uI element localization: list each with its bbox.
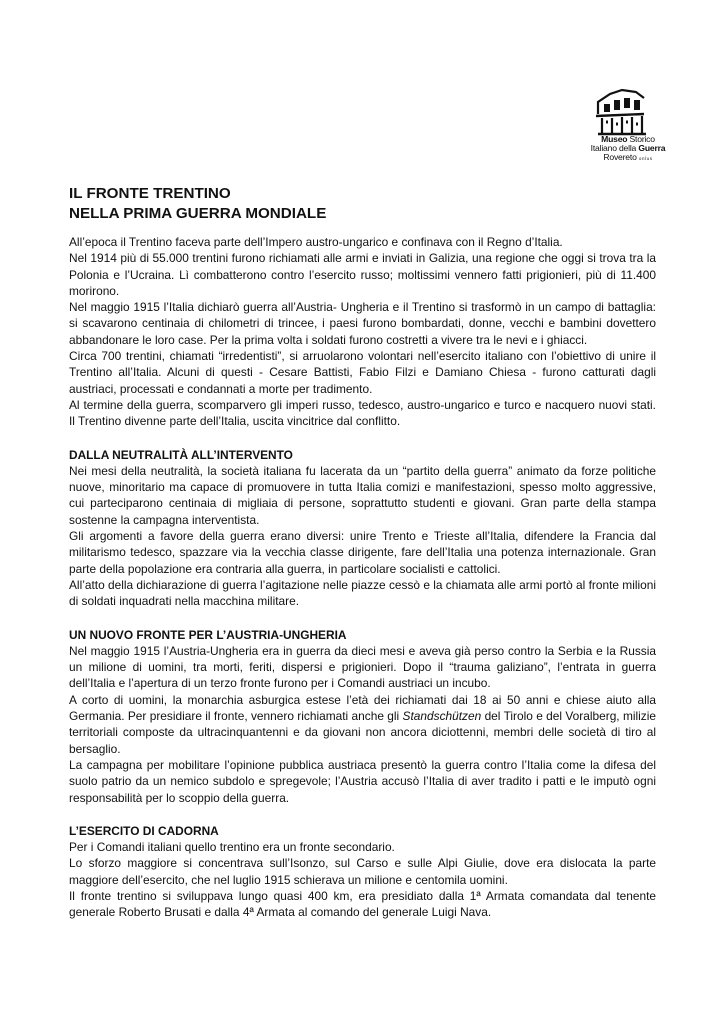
section-paragraph: Nei mesi della neutralità, la società italiana fu lacerata da un “partito della guerra” animato da forze politiche nuove, minoritario ma capace di promuovere in tutta Italia comizi e manifestazioni, spesso molto aggressive, cui parteciparono centinaia di migliaia di persone, soprattutto studenti e giovani. Gran parte della stampa sostenne la campagna interventista.	[69, 463, 656, 527]
document-body	[69, 184, 656, 921]
section-paragraph: Gli argomenti a favore della guerra erano diversi: unire Trento e Trieste all’Italia, difendere la Francia dal militarismo tedesco, spazzare via la vecchia classe dirigente, fare dell’Italia una potenza internazionale. Gran parte della popolazione era contraria alla guerra, in particolare socialisti e cattolici.	[69, 529, 656, 576]
section-paragraph: A corto di uomini, la monarchia asburgica estese l’età dei richiamati dai 18 ai 50 anni e chiese aiuto alla Germania. Per presidiare il fronte, vennero richiamati anche gli Standschützen del Tirolo e del Voralberg, milizie territoriali composte da ultracinquantenni e da giovani non ancora diciottenni, membri delle società di tiro al bersaglio.	[69, 692, 656, 756]
section-paragraph: Per i Comandi italiani quello trentino era un fronte secondario.	[69, 840, 395, 855]
title-line-1: IL FRONTE TRENTINO	[69, 185, 231, 202]
logo-line-1: Museo Storico	[601, 134, 655, 144]
section-paragraph: Nel maggio 1915 l’Austria-Ungheria era in guerra da dieci mesi e aveva già perso contro la Serbia e la Russia un milione di uomini, tra morti, feriti, dispersi e prigionieri. Dopo il “trauma galiziano”, l’entrata in guerra dell’Italia e l’apertura di un terzo fronte furono per i Comandi austriaci un incubo.	[69, 643, 656, 691]
standschutzen-term: Standschützen	[402, 709, 482, 724]
intro-paragraph: Al termine della guerra, scomparvero gli imperi russo, tedesco, austro-ungarico e turco e nacquero nuovi stati. Il Trentino divenne parte dell’Italia, uscita vincitrice dal conflitto.	[69, 397, 656, 429]
section-heading-cadorna: L’ESERCITO DI CADORNA	[69, 823, 219, 838]
intro-paragraph: All’epoca il Trentino faceva parte dell’Impero austro-ungarico e confinava con il Regno d’Italia.	[69, 235, 563, 249]
intro-paragraph: Nel maggio 1915 l’Italia dichiarò guerra all’Austria- Ungheria e il Trentino si trasformò in un campo di battaglia: si scavarono centinaia di chilometri di trincee, i paesi furono bombardati, donne, vecchi e bambini dovettero abbandonare le loro case. Per la prima volta i soldati furono costretti a vivere tra le nevi e i ghiacci.	[69, 300, 656, 347]
section-heading-austria-ungheria: UN NUOVO FRONTE PER L’AUSTRIA-UNGHERIA	[69, 627, 347, 642]
document-title	[69, 184, 656, 223]
logo-line-3: Rovereto onlus	[603, 152, 653, 162]
museum-logo	[582, 84, 674, 168]
museum-castle-tower-icon	[592, 84, 648, 136]
intro-paragraph: Circa 700 trentini, chiamati “irredentisti”, si arruolarono volontari nell’esercito italiano con l’obiettivo di unire il Trentino all’Italia. Alcuni di questi - Cesare Battisti, Fabio Filzi e Damiano Chiesa - furono catturati dagli austriaci, processati e condannati a morte per tradimento.	[69, 349, 656, 396]
section-paragraph: Lo sforzo maggiore si concentrava sull’Isonzo, sul Carso e sulle Alpi Giulie, dove era dislocata la parte maggiore dell’esercito, che nel luglio 1915 schierava un milione e centomila uomini.	[69, 856, 656, 887]
section-paragraph: All’atto della dichiarazione di guerra l’agitazione nelle piazze cessò e la chiamata alle armi portò al fronte milioni di soldati inquadrati nella macchina militare.	[69, 577, 656, 609]
section-heading-neutralita: DALLA NEUTRALITÀ ALL’INTERVENTO	[69, 447, 293, 462]
intro-paragraph: Nel 1914 più di 55.000 trentini furono richiamati alle armi e inviati in Galizia, una regione che oggi si trova tra la Polonia e l’Ucraina. Lì combatterono contro l’esercito russo; moltissimi vennero fatti prigionieri, più di 11.400 morirono.	[69, 251, 656, 298]
section-paragraph: La campagna per mobilitare l’opinione pubblica austriaca presentò la guerra contro l’Italia come la difesa del suolo patrio da un nemico subdolo e spregevole; l’Austria accusò l’Italia di aver tradito i patti e le imputò ogni responsabilità per lo scoppio della guerra.	[69, 757, 656, 805]
title-line-2: NELLA PRIMA GUERRA MONDIALE	[69, 204, 327, 222]
logo-line-2: Italiano della Guerra	[590, 143, 666, 153]
section-paragraph: Il fronte trentino si sviluppava lungo quasi 400 km, era presidiato dalla 1ª Armata comandata dal tenente generale Roberto Brusati e dalla 4ª Armata al comando del generale Luigi Nava.	[69, 888, 656, 920]
